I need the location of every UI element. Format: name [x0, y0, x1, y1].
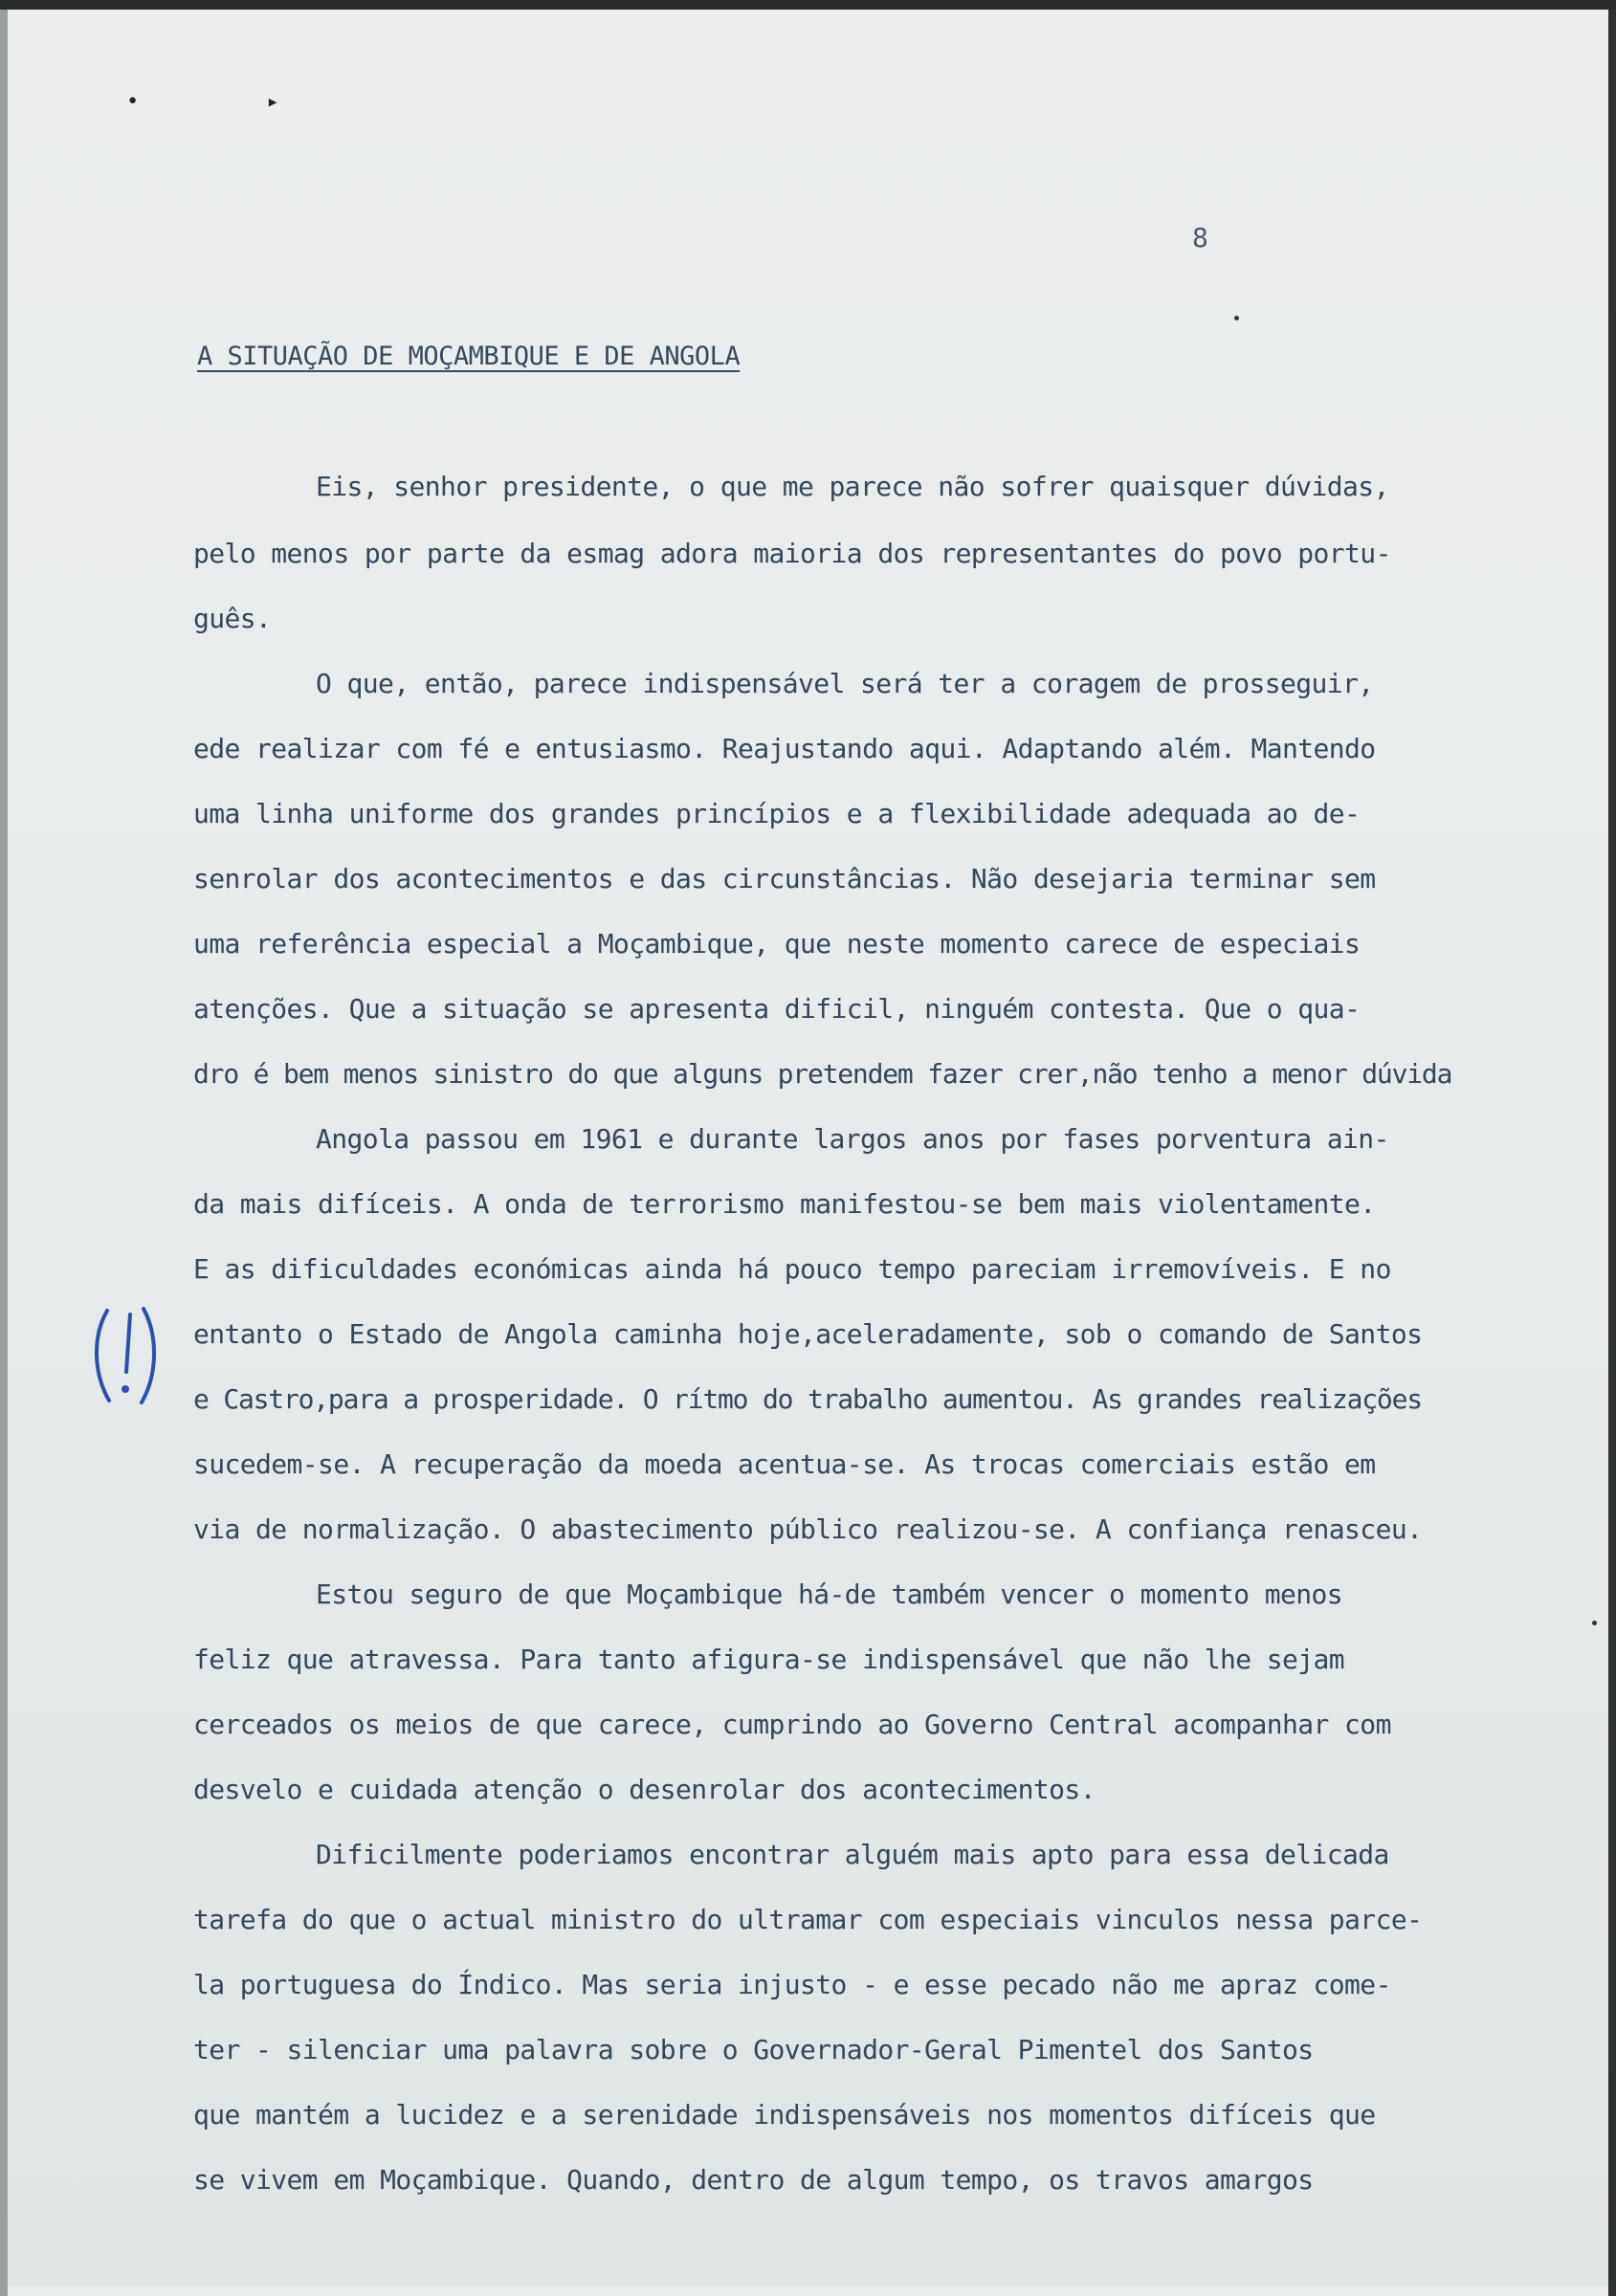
text-line: Dificilmente poderiamos encontrar alguém mais apto para essa delicada: [316, 1839, 1389, 1870]
text-line: ter - silenciar uma palavra sobre o Governador-Geral Pimentel dos Santos: [193, 2034, 1314, 2065]
text-line: atenções. Que a situação se apresenta dificil, ninguém contesta. Que o qua-: [193, 993, 1361, 1025]
text-line: uma referência especial a Moçambique, que neste momento carece de especiais: [193, 928, 1361, 960]
handwritten-margin-note: [88, 1303, 165, 1408]
page-number: 8: [1192, 222, 1208, 254]
text-line: que mantém a lucidez e a serenidade indispensáveis nos momentos difíceis que: [193, 2099, 1376, 2130]
text-line: O que, então, parece indispensável será ter a coragem de prosseguir,: [316, 668, 1374, 699]
scan-speck: [1592, 1621, 1597, 1625]
scan-speck: [1234, 316, 1239, 320]
text-line: entanto o Estado de Angola caminha hoje,aceleradamente, sob o comando de Santos: [193, 1318, 1423, 1350]
text-line: senrolar dos acontecimentos e das circunstâncias. Não desejaria terminar sem: [193, 863, 1376, 894]
section-title: A SITUAÇÃO DE MOÇAMBIQUE E DE ANGOLA: [197, 342, 741, 371]
text-line: sucedem-se. A recuperação da moeda acentua-se. As trocas comerciais estão em: [193, 1448, 1376, 1480]
text-line: feliz que atravessa. Para tanto afigura-se indispensável que não lhe sejam: [193, 1644, 1345, 1675]
text-line: ede realizar com fé e entusiasmo. Reajustando aqui. Adaptando além. Mantendo: [193, 733, 1376, 764]
text-line: cerceados os meios de que carece, cumprindo ao Governo Central acompanhar com: [193, 1709, 1391, 1740]
text-line: Estou seguro de que Moçambique há-de também vencer o momento menos: [316, 1578, 1342, 1610]
text-line: e Castro,para a prosperidade. O rítmo do trabalho aumentou. As grandes realizações: [193, 1383, 1422, 1415]
scan-edge-right: [1608, 10, 1616, 2296]
text-line: desvelo e cuidada atenção o desenrolar dos acontecimentos.: [193, 1774, 1096, 1805]
text-line: pelo menos por parte da esmag adora maioria dos representantes do povo portu-: [193, 538, 1391, 569]
text-line: Eis, senhor presidente, o que me parece não sofrer quaisquer dúvidas,: [316, 471, 1389, 502]
text-line: da mais difíceis. A onda de terrorismo manifestou-se bem mais violentamente.: [193, 1188, 1376, 1220]
text-line: tarefa do que o actual ministro do ultramar com especiais vinculos nessa parce-: [193, 1904, 1423, 1935]
text-line: via de normalização. O abastecimento público realizou-se. A confiança renasceu.: [193, 1513, 1423, 1545]
text-line: la portuguesa do Índico. Mas seria injusto - e esse pecado não me apraz come-: [193, 1969, 1391, 2000]
scan-edge-left: [0, 10, 8, 2296]
text-line: guês.: [193, 603, 272, 634]
text-line: E as dificuldades económicas ainda há pouco tempo pareciam irremovíveis. E no: [193, 1253, 1391, 1285]
text-line: se vivem em Moçambique. Quando, dentro de algum tempo, os travos amargos: [193, 2164, 1314, 2196]
text-line: dro é bem menos sinistro do que alguns pretendem fazer crer,não tenho a menor dúvida: [193, 1058, 1452, 1090]
corner-marks: • ▸: [126, 90, 337, 114]
text-line: uma linha uniforme dos grandes princípios e a flexibilidade adequada ao de-: [193, 798, 1361, 829]
text-line: Angola passou em 1961 e durante largos anos por fases porventura ain-: [316, 1123, 1389, 1155]
